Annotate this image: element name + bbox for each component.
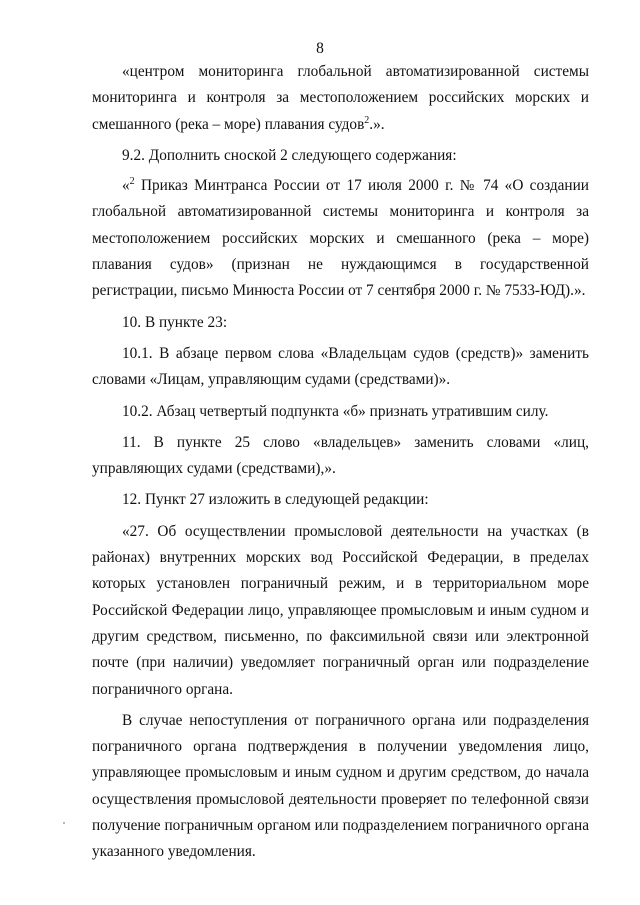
page-number: 8 xyxy=(316,40,324,57)
paragraph-27-quote: «27. Об осуществлении промысловой деятельности на участках (в районах) внутренних морских вод Российской Федерации, в пределах которых установлен пограничный режим, и в территориальном море Российской Федерации лицо, управляющее промысловым и иным судном и другим средством, письменно, по факсимильной связи или электронной почте (при наличии) уведомляет пограничный орган или подразделение пограничного органа. xyxy=(92,522,589,698)
paragraph-11: 11. В пункте 25 слово «владельцев» заменить словами «лиц, управляющих судами (средствами),». xyxy=(92,433,589,478)
paragraph-monitoring-center-quote xyxy=(92,59,589,138)
paragraph-12: 12. Пункт 27 изложить в следующей редакции: xyxy=(122,491,429,509)
paragraph-10-2: 10.2. Абзац четвертый подпункта «б» признать утратившим силу. xyxy=(122,402,549,420)
paragraph-10: 10. В пункте 23: xyxy=(122,313,228,331)
footnote-marker: 2 xyxy=(129,176,135,188)
paragraph-text: «центром мониторинга глобальной автоматизированной системы мониторинга и контроля за местоположением российских морских и смешанного (река – море) плавания судов xyxy=(92,63,589,133)
paragraph-text: Приказ Минтранса России от 17 июля 2000 г. № 74 «О создании глобальной автоматизированной системы мониторинга и контроля за местоположением российских морских и смешанного (река – море) плавания судов» (признан не нуждающимся в государственной регистрации, письмо Минюста России от 7 сентября 2000 г. № 7533-ЮД).». xyxy=(92,177,589,300)
paragraph-text: « xyxy=(122,177,130,195)
document-body xyxy=(92,59,589,866)
paragraph-10-1: 10.1. В абзаце первом слова «Владельцам судов (средств)» заменить словами «Лицам, управляющим судами (средствами)». xyxy=(92,344,589,389)
paragraph-non-receipt: В случае непоступления от пограничного органа или подразделения пограничного органа подтверждения в получении уведомления лицо, управляющее промысловым и иным судном и другим средством, до начала осуществления промысловой деятельности проверяет по телефонной связи получение пограничным органом или подразделением пограничного органа указанного уведомления. xyxy=(92,711,589,861)
paragraph-text: .». xyxy=(369,115,385,133)
paragraph-footnote-2 xyxy=(92,173,589,304)
scan-speck xyxy=(63,822,65,824)
paragraph-9-2: 9.2. Дополнить сноской 2 следующего содержания: xyxy=(122,146,457,164)
footnote-marker: 2 xyxy=(364,114,370,126)
